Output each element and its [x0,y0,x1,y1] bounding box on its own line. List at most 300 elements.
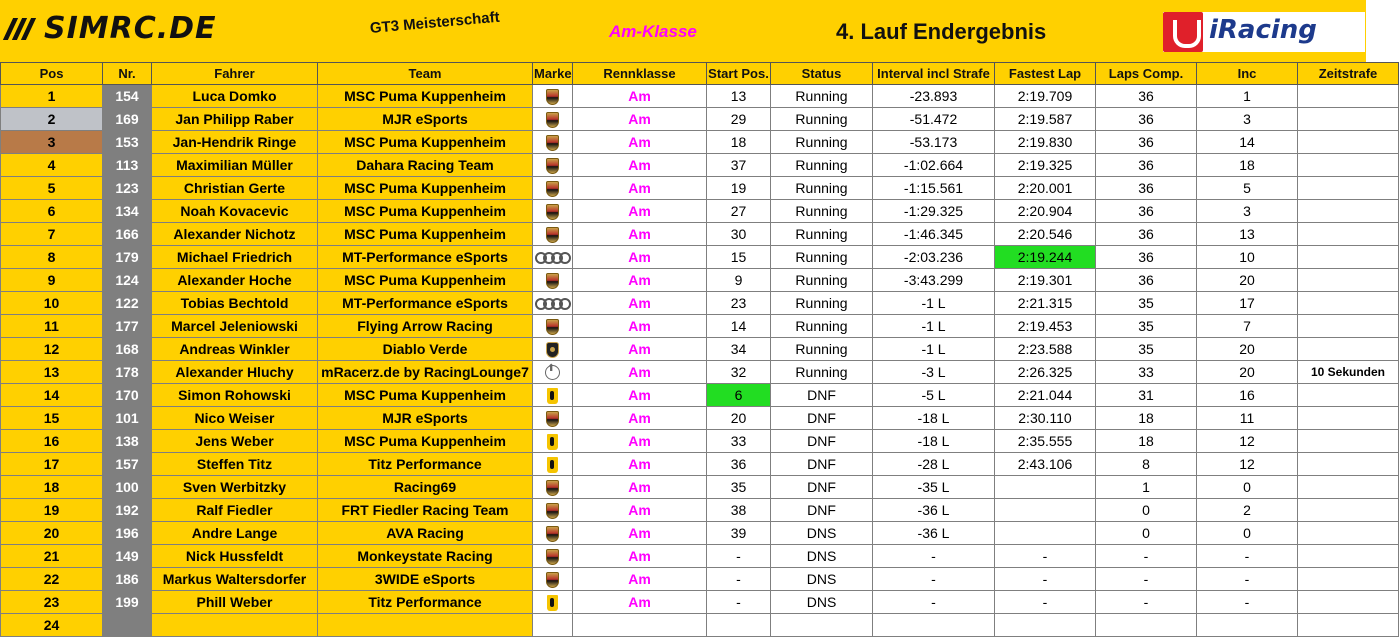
class-cell: Am [573,384,707,407]
interval-cell: -1 L [873,338,995,361]
interval-cell: -2:03.236 [873,246,995,269]
laps-cell: 8 [1096,453,1197,476]
car-number-cell: 192 [103,499,152,522]
status-cell: DNF [771,407,873,430]
brand-cell [533,177,573,200]
class-cell: Am [573,246,707,269]
team-cell: Monkeystate Racing [318,545,533,568]
class-cell: Am [573,131,707,154]
fastest-lap-cell: 2:20.001 [995,177,1096,200]
laps-cell: 36 [1096,223,1197,246]
brand-cell [533,154,573,177]
class-cell: Am [573,269,707,292]
team-cell: MSC Puma Kuppenheim [318,177,533,200]
brand-cell [533,545,573,568]
column-header: Fahrer [152,63,318,85]
brand-cell [533,522,573,545]
incidents-cell: 0 [1197,476,1298,499]
status-cell: Running [771,292,873,315]
car-number-cell: 134 [103,200,152,223]
porsche-icon [546,135,559,151]
interval-cell [873,614,995,637]
interval-cell: -35 L [873,476,995,499]
laps-cell: 0 [1096,522,1197,545]
team-cell [318,614,533,637]
team-cell: Flying Arrow Racing [318,315,533,338]
brand-cell [533,246,573,269]
class-cell: Am [573,154,707,177]
penalty-cell [1298,223,1399,246]
fastest-lap-cell: 2:19.830 [995,131,1096,154]
column-header: Inc [1197,63,1298,85]
team-cell: MSC Puma Kuppenheim [318,200,533,223]
penalty-cell [1298,522,1399,545]
penalty-cell [1298,453,1399,476]
iracing-logo-text: iRacing [1209,15,1317,45]
incidents-cell: - [1197,568,1298,591]
brand-cell [533,499,573,522]
interval-cell: -3:43.299 [873,269,995,292]
race-title: 4. Lauf Endergebnis [836,19,1047,44]
interval-cell: -1 L [873,292,995,315]
penalty-cell [1298,269,1399,292]
car-number-cell: 196 [103,522,152,545]
team-cell: MT-Performance eSports [318,292,533,315]
status-cell: DNF [771,499,873,522]
position-cell: 2 [1,108,103,131]
start-pos-cell: 39 [707,522,771,545]
brand-cell [533,568,573,591]
penalty-cell: 10 Sekunden [1298,361,1399,384]
laps-cell: 36 [1096,246,1197,269]
porsche-icon [546,319,559,335]
penalty-cell [1298,177,1399,200]
penalty-cell [1298,407,1399,430]
brand-cell [533,430,573,453]
team-cell: MJR eSports [318,108,533,131]
penalty-cell [1298,545,1399,568]
team-cell: MT-Performance eSports [318,246,533,269]
fastest-lap-cell: 2:19.244 [995,246,1096,269]
brand-cell [533,407,573,430]
car-number-cell: 178 [103,361,152,384]
driver-cell: Alexander Hoche [152,269,318,292]
interval-cell: - [873,545,995,568]
incidents-cell: 0 [1197,522,1298,545]
team-cell: MJR eSports [318,407,533,430]
start-pos-cell: 32 [707,361,771,384]
team-cell: Racing69 [318,476,533,499]
table-row [1,591,1399,614]
table-row [1,545,1399,568]
interval-cell: -23.893 [873,85,995,108]
table-row [1,292,1399,315]
start-pos-cell: - [707,568,771,591]
fastest-lap-cell: 2:19.301 [995,269,1096,292]
team-cell: AVA Racing [318,522,533,545]
iracing-mark-icon [1163,12,1203,52]
position-cell: 18 [1,476,103,499]
penalty-cell [1298,430,1399,453]
interval-cell: -1:46.345 [873,223,995,246]
penalty-cell [1298,338,1399,361]
incidents-cell: 12 [1197,453,1298,476]
table-row [1,154,1399,177]
start-pos-cell: 30 [707,223,771,246]
position-cell: 6 [1,200,103,223]
penalty-cell [1298,154,1399,177]
team-cell: Titz Performance [318,591,533,614]
position-cell: 24 [1,614,103,637]
car-number-cell: 100 [103,476,152,499]
class-cell [573,614,707,637]
start-pos-cell: 34 [707,338,771,361]
interval-cell: -1 L [873,315,995,338]
class-cell: Am [573,108,707,131]
fastest-lap-cell: - [995,545,1096,568]
start-pos-cell: 14 [707,315,771,338]
incidents-cell: 14 [1197,131,1298,154]
porsche-icon [546,89,559,105]
driver-cell: Nico Weiser [152,407,318,430]
start-pos-cell: 36 [707,453,771,476]
position-cell: 19 [1,499,103,522]
start-pos-cell: 38 [707,499,771,522]
start-pos-cell: - [707,545,771,568]
porsche-icon [546,549,559,565]
porsche-icon [546,112,559,128]
ferrari-icon [547,388,558,404]
driver-cell: Steffen Titz [152,453,318,476]
penalty-cell [1298,131,1399,154]
brand-cell [533,361,573,384]
team-cell: MSC Puma Kuppenheim [318,384,533,407]
penalty-cell [1298,246,1399,269]
start-pos-cell: 33 [707,430,771,453]
brand-cell [533,131,573,154]
start-pos-cell: 27 [707,200,771,223]
laps-cell: 0 [1096,499,1197,522]
column-header: Pos [1,63,103,85]
porsche-icon [546,158,559,174]
porsche-icon [546,411,559,427]
brand-cell [533,591,573,614]
start-pos-cell: 19 [707,177,771,200]
driver-cell: Marcel Jeleniowski [152,315,318,338]
car-number-cell: 177 [103,315,152,338]
status-cell: Running [771,338,873,361]
brand-cell [533,108,573,131]
laps-cell: - [1096,591,1197,614]
table-row [1,614,1399,637]
incidents-cell [1197,614,1298,637]
incidents-cell: 1 [1197,85,1298,108]
team-cell: MSC Puma Kuppenheim [318,223,533,246]
position-cell: 7 [1,223,103,246]
simrc-logo-text: SIMRC.DE [44,11,217,46]
status-cell: DNF [771,430,873,453]
results-table [0,62,1399,637]
audi-icon [535,298,571,310]
position-cell: 15 [1,407,103,430]
column-header: Nr. [103,63,152,85]
driver-cell: Maximilian Müller [152,154,318,177]
table-row [1,407,1399,430]
table-row [1,568,1399,591]
driver-cell: Jens Weber [152,430,318,453]
porsche-icon [546,227,559,243]
car-number-cell: 153 [103,131,152,154]
column-header: Marke [533,63,573,85]
incidents-cell: 20 [1197,269,1298,292]
position-cell: 23 [1,591,103,614]
fastest-lap-cell [995,614,1096,637]
position-cell: 21 [1,545,103,568]
team-cell: MSC Puma Kuppenheim [318,85,533,108]
car-number-cell: 170 [103,384,152,407]
position-cell: 13 [1,361,103,384]
status-cell: Running [771,177,873,200]
position-cell: 16 [1,430,103,453]
lamborghini-icon [546,342,559,358]
laps-cell [1096,614,1197,637]
start-pos-cell: 37 [707,154,771,177]
penalty-cell [1298,200,1399,223]
class-cell: Am [573,407,707,430]
driver-cell: Andreas Winkler [152,338,318,361]
fastest-lap-cell: 2:19.325 [995,154,1096,177]
driver-cell: Christian Gerte [152,177,318,200]
column-header: Zeitstrafe [1298,63,1399,85]
status-cell: Running [771,85,873,108]
penalty-cell [1298,499,1399,522]
team-cell: Diablo Verde [318,338,533,361]
ferrari-icon [547,434,558,450]
position-cell: 1 [1,85,103,108]
position-cell: 20 [1,522,103,545]
fastest-lap-cell [995,476,1096,499]
interval-cell: -18 L [873,407,995,430]
brand-cell [533,223,573,246]
status-cell: Running [771,246,873,269]
column-header: Start Pos. [707,63,771,85]
team-cell: MSC Puma Kuppenheim [318,430,533,453]
porsche-icon [546,503,559,519]
penalty-cell [1298,315,1399,338]
laps-cell: - [1096,568,1197,591]
status-cell: Running [771,223,873,246]
laps-cell: 36 [1096,154,1197,177]
interval-cell: -5 L [873,384,995,407]
driver-cell [152,614,318,637]
porsche-icon [546,273,559,289]
table-row [1,269,1399,292]
penalty-cell [1298,476,1399,499]
incidents-cell: 7 [1197,315,1298,338]
class-cell: Am [573,292,707,315]
table-row [1,200,1399,223]
start-pos-cell: 23 [707,292,771,315]
table-row [1,315,1399,338]
laps-cell: 35 [1096,315,1197,338]
brand-cell [533,453,573,476]
driver-cell: Luca Domko [152,85,318,108]
fastest-lap-cell: 2:30.110 [995,407,1096,430]
audi-icon [535,252,571,264]
table-row [1,361,1399,384]
laps-cell: 36 [1096,177,1197,200]
porsche-icon [546,204,559,220]
status-cell: DNS [771,522,873,545]
laps-cell: - [1096,545,1197,568]
incidents-cell: 20 [1197,361,1298,384]
class-cell: Am [573,85,707,108]
status-cell: DNF [771,476,873,499]
status-cell: DNS [771,591,873,614]
start-pos-cell: 35 [707,476,771,499]
fastest-lap-cell: 2:21.315 [995,292,1096,315]
table-row [1,131,1399,154]
penalty-cell [1298,85,1399,108]
car-number-cell: 154 [103,85,152,108]
start-pos-cell: 13 [707,85,771,108]
team-cell: 3WIDE eSports [318,568,533,591]
header-band [0,0,1366,62]
class-cell: Am [573,430,707,453]
laps-cell: 18 [1096,430,1197,453]
class-cell: Am [573,568,707,591]
incidents-cell: - [1197,545,1298,568]
column-header: Interval incl Strafe [873,63,995,85]
incidents-cell: 20 [1197,338,1298,361]
fastest-lap-cell: 2:23.588 [995,338,1096,361]
team-cell: Dahara Racing Team [318,154,533,177]
laps-cell: 1 [1096,476,1197,499]
table-row [1,177,1399,200]
car-number-cell: 124 [103,269,152,292]
car-number-cell: 179 [103,246,152,269]
fastest-lap-cell: - [995,568,1096,591]
driver-cell: Jan-Hendrik Ringe [152,131,318,154]
incidents-cell: 17 [1197,292,1298,315]
start-pos-cell: - [707,591,771,614]
table-row [1,108,1399,131]
team-cell: FRT Fiedler Racing Team [318,499,533,522]
class-cell: Am [573,522,707,545]
driver-cell: Ralf Fiedler [152,499,318,522]
brand-cell [533,338,573,361]
interval-cell: -18 L [873,430,995,453]
status-cell: DNS [771,545,873,568]
interval-cell: -36 L [873,499,995,522]
brand-cell [533,200,573,223]
car-number-cell: 138 [103,430,152,453]
fastest-lap-cell: 2:19.453 [995,315,1096,338]
fastest-lap-cell: 2:19.709 [995,85,1096,108]
class-cell: Am [573,338,707,361]
status-cell: DNS [771,568,873,591]
fastest-lap-cell: - [995,591,1096,614]
driver-cell: Markus Waltersdorfer [152,568,318,591]
incidents-cell: 13 [1197,223,1298,246]
start-pos-cell: 18 [707,131,771,154]
interval-cell: -1:15.561 [873,177,995,200]
fastest-lap-cell: 2:43.106 [995,453,1096,476]
class-cell: Am [573,591,707,614]
iracing-logo [1163,12,1365,52]
incidents-cell: 11 [1197,407,1298,430]
laps-cell: 31 [1096,384,1197,407]
ferrari-icon [547,457,558,473]
car-number-cell: 169 [103,108,152,131]
table-row [1,85,1399,108]
car-number-cell: 123 [103,177,152,200]
driver-cell: Tobias Bechtold [152,292,318,315]
penalty-cell [1298,568,1399,591]
fastest-lap-cell: 2:20.546 [995,223,1096,246]
status-cell: DNF [771,384,873,407]
brand-cell [533,85,573,108]
fastest-lap-cell: 2:26.325 [995,361,1096,384]
driver-cell: Nick Hussfeldt [152,545,318,568]
interval-cell: - [873,591,995,614]
position-cell: 17 [1,453,103,476]
laps-cell: 36 [1096,108,1197,131]
table-row [1,338,1399,361]
status-cell: Running [771,200,873,223]
team-cell: MSC Puma Kuppenheim [318,269,533,292]
brand-cell [533,614,573,637]
car-number-cell: 157 [103,453,152,476]
class-cell: Am [573,223,707,246]
class-cell: Am [573,361,707,384]
laps-cell: 36 [1096,131,1197,154]
column-header: Status [771,63,873,85]
car-number-cell: 199 [103,591,152,614]
car-number-cell: 186 [103,568,152,591]
class-cell: Am [573,476,707,499]
position-cell: 5 [1,177,103,200]
table-header-row [1,63,1399,85]
porsche-icon [546,480,559,496]
status-cell: Running [771,361,873,384]
table-row [1,246,1399,269]
start-pos-cell: 29 [707,108,771,131]
driver-cell: Alexander Nichotz [152,223,318,246]
penalty-cell [1298,292,1399,315]
driver-cell: Andre Lange [152,522,318,545]
incidents-cell: 12 [1197,430,1298,453]
team-cell: mRacerz.de by RacingLounge7 [318,361,533,384]
ferrari-icon [547,595,558,611]
driver-cell: Jan Philipp Raber [152,108,318,131]
car-number-cell: 166 [103,223,152,246]
incidents-cell: 5 [1197,177,1298,200]
laps-cell: 18 [1096,407,1197,430]
laps-cell: 35 [1096,292,1197,315]
mercedes-icon [545,365,560,380]
column-header: Rennklasse [573,63,707,85]
start-pos-cell: 6 [707,384,771,407]
brand-cell [533,476,573,499]
fastest-lap-cell: 2:20.904 [995,200,1096,223]
incidents-cell: 2 [1197,499,1298,522]
penalty-cell [1298,108,1399,131]
position-cell: 22 [1,568,103,591]
team-cell: MSC Puma Kuppenheim [318,131,533,154]
status-cell: Running [771,315,873,338]
class-title: Am-Klasse [609,22,697,41]
